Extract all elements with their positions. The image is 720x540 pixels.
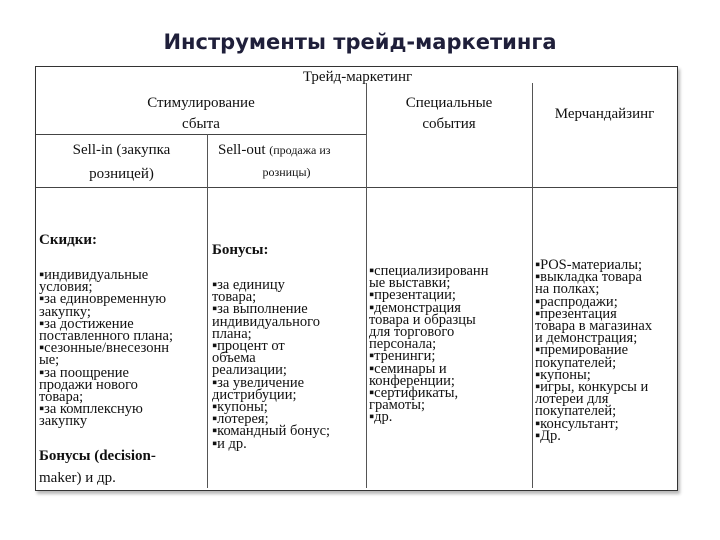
list-item: ▪и др. — [212, 435, 247, 452]
header-promo-2: сбыта — [182, 116, 220, 132]
bonuses-label: Бонусы: — [212, 242, 269, 258]
list-item: условия; — [39, 279, 93, 296]
list-item: закупку — [39, 413, 88, 430]
sell-out-main: Sell-out — [218, 142, 266, 158]
list-item: реализации; — [212, 362, 287, 379]
list-item: грамоты; — [369, 397, 425, 414]
list-item: ▪купоны; — [212, 399, 268, 416]
list-item: ▪за единовременную — [39, 291, 167, 308]
list-item: ▪лотерея; — [212, 411, 269, 428]
discounts-label: Скидки: — [39, 232, 97, 248]
merchandising-list — [535, 259, 652, 442]
header-promo-1: Стимулирование — [147, 95, 255, 111]
list-item: ▪выкладка товара — [535, 269, 642, 286]
special-divider — [366, 83, 367, 488]
list-item: ▪специализированн — [369, 263, 489, 279]
list-item: ▪демонстрация — [369, 299, 461, 316]
bonus-line-1: Бонусы (decision- — [39, 448, 156, 464]
page-title: Инструменты трейд-маркетинга — [163, 30, 557, 54]
list-item: дистрибуции; — [212, 386, 297, 403]
list-item: ▪сезонные/внесезонн — [39, 340, 170, 357]
list-item: ▪семинары и — [369, 360, 447, 377]
list-item: ▪консультант; — [535, 415, 619, 432]
sell-out-paren-1: (продажа из — [269, 143, 331, 157]
sellout-divider — [207, 134, 208, 488]
list-item: плана; — [212, 325, 252, 342]
list-item: и демонстрация; — [535, 330, 638, 347]
list-item: товара в магазинах — [535, 318, 653, 335]
discounts-list — [39, 269, 173, 428]
list-item: лотереи для — [535, 391, 609, 408]
header-merch: Мерчандайзинг — [554, 106, 655, 122]
special-events-list — [369, 265, 488, 424]
list-item: ▪сертификаты, — [369, 385, 459, 402]
list-item: персонала; — [369, 336, 437, 353]
list-item: ые выставки; — [369, 275, 451, 292]
list-item: ▪командный бонус; — [212, 423, 331, 440]
list-item: ▪POS-материалы; — [535, 257, 643, 273]
list-item: покупателей; — [535, 403, 617, 420]
list-item: ▪презентации; — [369, 287, 456, 304]
list-item: покупателей; — [535, 354, 617, 371]
list-item: индивидуального — [212, 313, 320, 330]
list-item: ▪премирование — [535, 342, 629, 359]
bonus-decision-maker — [39, 445, 156, 489]
list-item: на полках; — [535, 281, 600, 298]
list-item: ▪распродажи; — [535, 293, 618, 310]
header-sell-in-2: розницей) — [89, 166, 154, 182]
list-item: товара; — [39, 389, 84, 406]
list-item: объема — [212, 350, 256, 367]
list-item: товара и образцы — [369, 311, 476, 328]
list-item: ▪за единицу — [212, 277, 285, 293]
list-item: ▪индивидуальные — [39, 267, 149, 283]
list-item: ые; — [39, 352, 60, 369]
list-item: ▪за увеличение — [212, 374, 305, 391]
header-divider — [36, 134, 366, 135]
sell-out-paren-2: розницы) — [262, 165, 311, 179]
list-item: ▪др. — [369, 409, 393, 426]
list-item: закупку; — [39, 303, 91, 320]
merch-divider — [532, 83, 533, 488]
list-item: ▪за поощрение — [39, 364, 129, 381]
bonuses-list — [212, 279, 330, 450]
list-item: ▪презентация — [535, 305, 617, 322]
main-header: Трейд-маркетинг — [302, 69, 413, 85]
list-item: ▪за достижение — [39, 315, 134, 332]
list-item: конференции; — [369, 372, 455, 389]
header-special-2: события — [422, 116, 476, 132]
list-item: для торгового — [369, 324, 455, 341]
trade-marketing-table — [35, 66, 678, 491]
header-special-1: Специальные — [405, 95, 493, 111]
header-sell-in-1: Sell-in (закупка — [72, 142, 171, 158]
list-item: ▪за выполнение — [212, 301, 308, 318]
list-item: товара; — [212, 289, 257, 306]
list-item: ▪процент от — [212, 338, 285, 355]
list-item: ▪Др. — [535, 427, 561, 444]
list-item: ▪за комплексную — [39, 401, 143, 418]
header-bottom-divider — [36, 187, 677, 188]
list-item: ▪игры, конкурсы и — [535, 379, 649, 396]
list-item: ▪купоны; — [535, 366, 591, 383]
list-item: ▪тренинги; — [369, 348, 436, 365]
bonus-line-2: maker) и др. — [39, 470, 116, 486]
list-item: продажи нового — [39, 376, 138, 393]
header-sell-out — [218, 139, 331, 161]
list-item: поставленного плана; — [39, 328, 173, 345]
